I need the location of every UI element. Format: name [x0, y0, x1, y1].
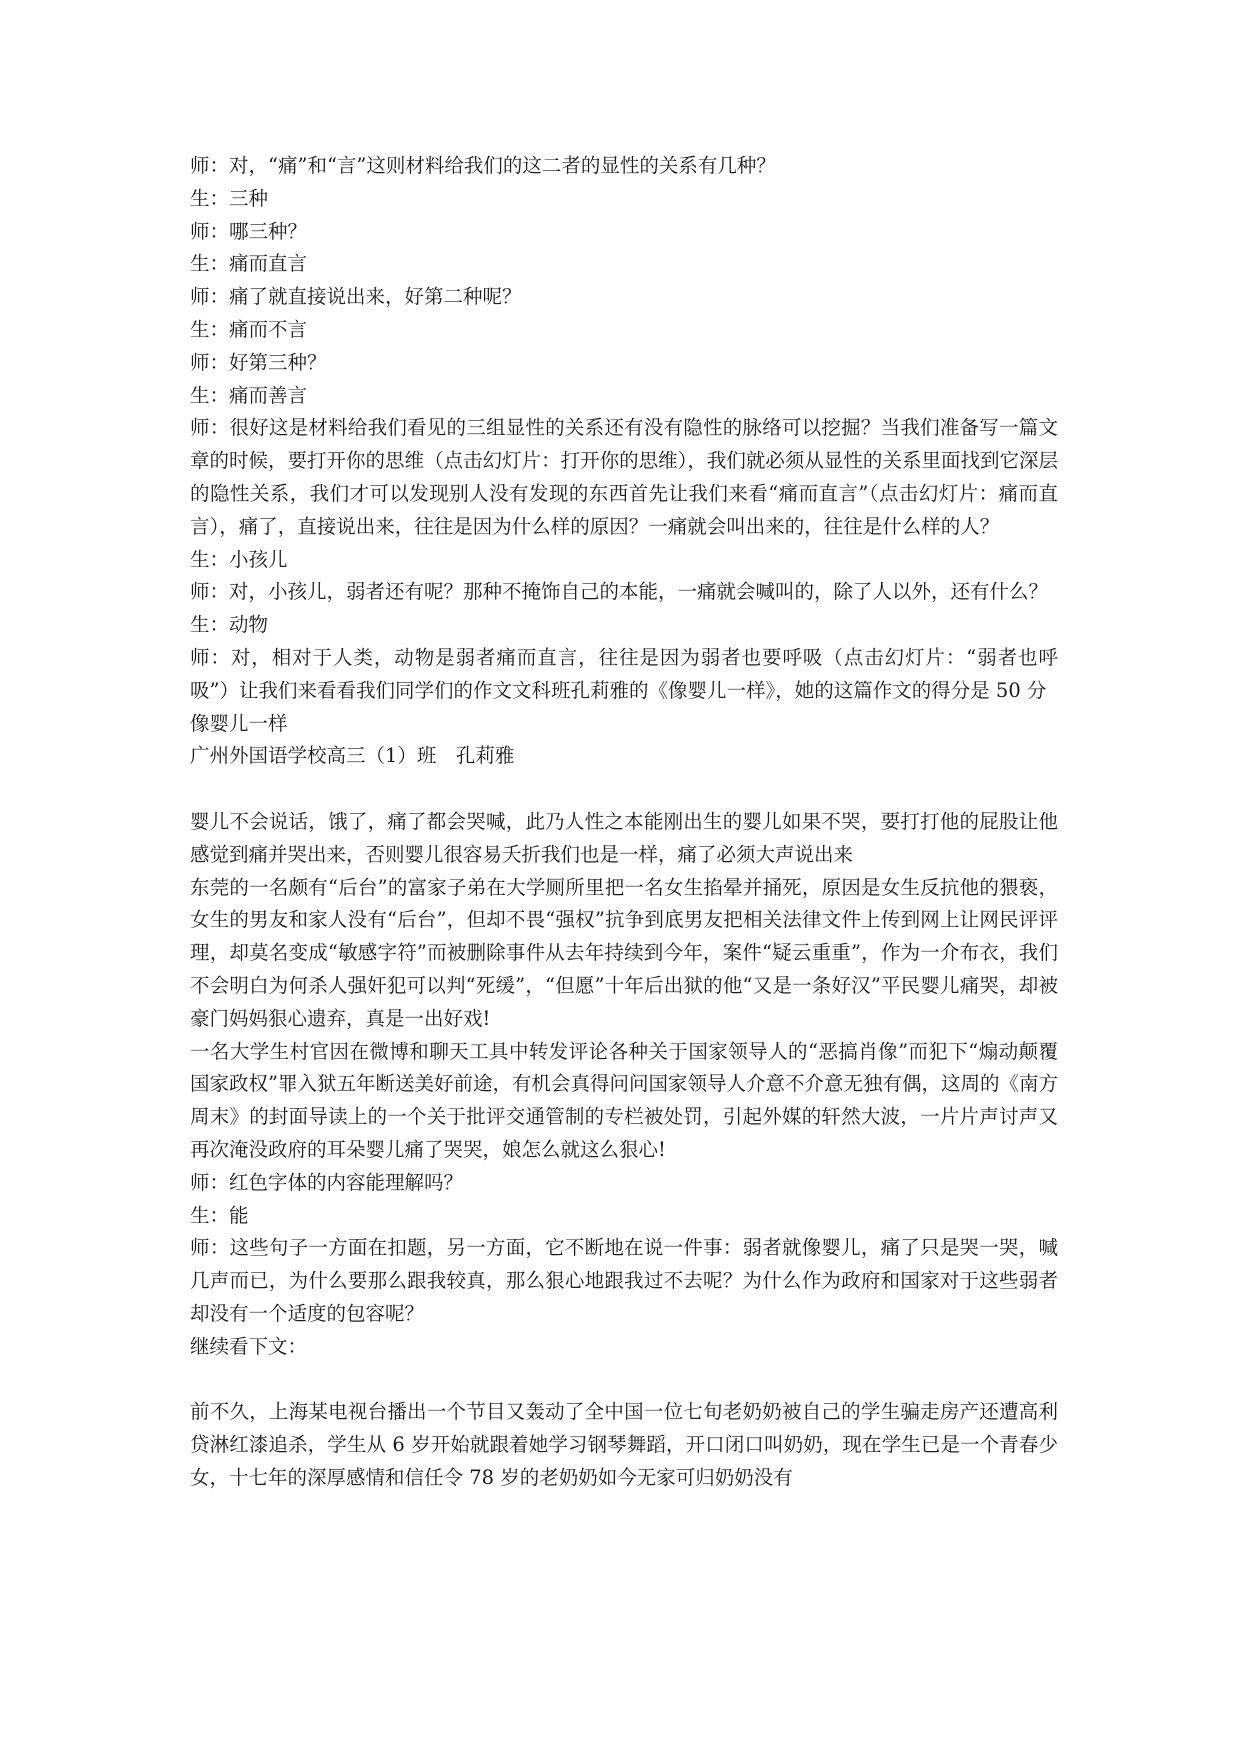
essay-paragraph: 婴儿不会说话，饿了，痛了都会哭喊，此乃人性之本能刚出生的婴儿如果不哭，要打打他的屁股让他感觉到痛并哭出来，否则婴儿很容易夭折我们也是一样，痛了必须大声说出来	[190, 809, 1058, 866]
dialogue-line: 师：痛了就直接说出来，好第二种呢？	[190, 285, 522, 309]
dialogue-paragraph: 师：这些句子一方面在扣题，另一方面，它不断地在说一件事：弱者就像婴儿，痛了只是哭一哭，喊几声而已，为什么要那么跟我较真，那么狠心地跟我过不去呢？为什么作为政府和国家对于这些弱者却没有一个适度的包容呢？	[190, 1236, 1058, 1325]
dialogue-line: 继续看下文：	[190, 1334, 308, 1358]
dialogue-line: 师：对，“痛”和“言”这则材料给我们的这二者的显性的关系有几种？	[190, 154, 776, 177]
essay-paragraph: 一名大学生村官因在微博和聊天工具中转发评论各种关于国家领导人的“恶搞肖像”而犯下“煽动颠覆国家政权”罪入狱五年断送美好前途，有机会真得问问国家领导人介意不介意无独有偶，这周的《南方周末》的封面导读上的一个关于批评交通管制的专栏被处罚，引起外媒的轩然大波，一片片声讨声又再次淹没政府的耳朵婴儿痛了哭哭，娘怎么就这么狠心!	[190, 1039, 1058, 1161]
essay-paragraph: 东莞的一名颇有“后台”的富家子弟在大学厕所里把一名女生掐晕并捅死，原因是女生反抗他的猥亵，女生的男友和家人没有“后台”，但却不畏“强权”抗争到底男友把相关法律文件上传到网上让网民评评理，却莫名变成“敏感字符”而被删除事件从去年持续到今年，案件“疑云重重”，作为一介布衣，我们不会明白为何杀人强奸犯可以判“死缓”，“但愿”十年后出狱的他“又是一条好汉”平民婴儿痛哭，却被豪门妈妈狠心遗弃，真是一出好戏!	[190, 875, 1058, 1030]
blank-line	[190, 773, 1058, 806]
blank-line	[190, 1363, 1058, 1396]
essay-title: 像婴儿一样	[190, 711, 288, 735]
dialogue-line: 生：能	[190, 1203, 249, 1227]
dialogue-line: 师：红色字体的内容能理解吗？	[190, 1170, 464, 1194]
dialogue-paragraph: 师：对，相对于人类，动物是弱者痛而直言，往往是因为弱者也要呼吸（点击幻灯片：“弱者也呼吸”）让我们来看看我们同学们的作文文科班孔莉雅的《像婴儿一样》，她的这篇作文的得分是 50 分	[190, 645, 1058, 702]
dialogue-line: 师：哪三种？	[190, 219, 308, 243]
dialogue-paragraph: 师：对，小孩儿，弱者还有呢？那种不掩饰自己的本能，一痛就会喊叫的，除了人以外，还有什么？	[190, 580, 1049, 604]
dialogue-line: 生：三种	[190, 186, 269, 210]
dialogue-line: 生：痛而直言	[190, 252, 308, 276]
dialogue-line: 生：小孩儿	[190, 547, 288, 571]
essay-author: 广州外国语学校高三（1）班 孔莉雅	[190, 744, 515, 768]
document-page	[190, 150, 1058, 1495]
dialogue-line: 生：痛而不言	[190, 317, 308, 341]
dialogue-line: 师：好第三种？	[190, 350, 327, 374]
essay-paragraph: 前不久，上海某电视台播出一个节目又轰动了全中国一位七旬老奶奶被自己的学生骗走房产还遭高利贷淋红漆追杀，学生从 6 岁开始就跟着她学习钢琴舞蹈，开口闭口叫奶奶，现在学生已是一个青春少女，十七年的深厚感情和信任令 78 岁的老奶奶如今无家可归奶奶没有	[190, 1400, 1058, 1489]
dialogue-line: 生：痛而善言	[190, 383, 308, 407]
dialogue-paragraph: 师：很好这是材料给我们看见的三组显性的关系还有没有隐性的脉络可以挖掘？当我们准备写一篇文章的时候，要打开你的思维（点击幻灯片：打开你的思维），我们就必须从显性的关系里面找到它深层的隐性关系，我们才可以发现别人没有发现的东西首先让我们来看“痛而直言”（点击幻灯片：痛而直言），痛了，直接说出来，往往是因为什么样的原因？一痛就会叫出来的，往往是什么样的人？	[190, 416, 1058, 538]
dialogue-line: 生：动物	[190, 613, 269, 637]
